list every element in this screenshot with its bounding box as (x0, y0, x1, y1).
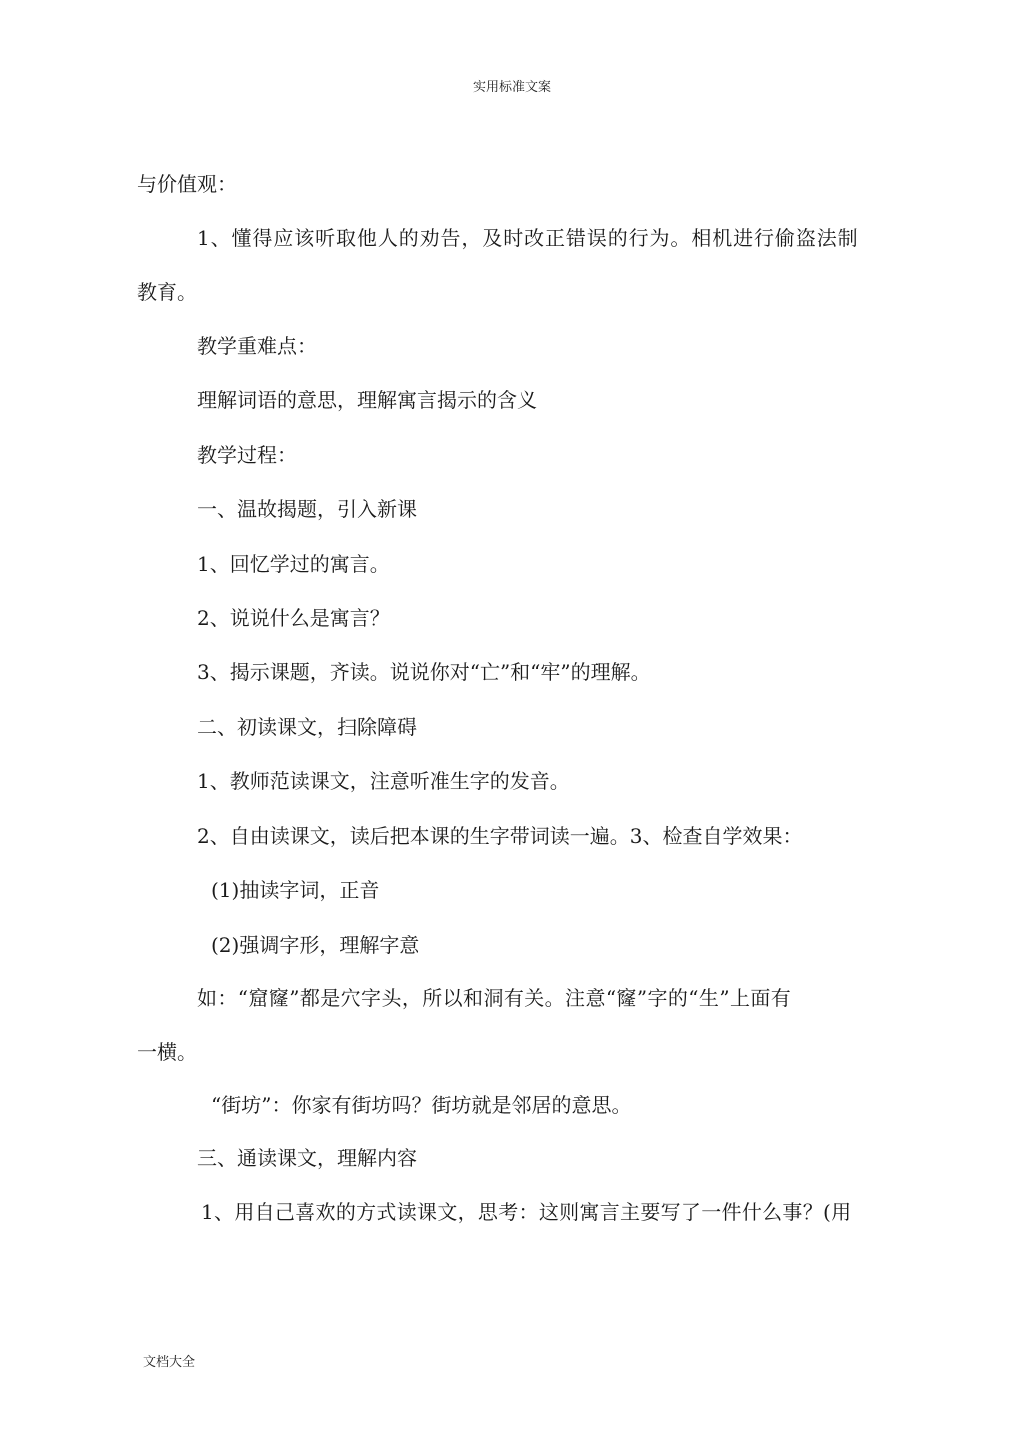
text-line: 一横。 (137, 1040, 197, 1064)
list-item: 1、用自己喜欢的方式读课文，思考：这则寓言主要写了一件什么事？(用 (201, 1200, 852, 1224)
list-item: 3、揭示课题，齐读。说说你对“亡”和“牢”的理解。 (197, 660, 651, 684)
list-item: (2)强调字形，理解字意 (211, 933, 420, 957)
page-footer: 文档大全 (143, 1355, 196, 1370)
list-item: (1)抽读字词，正音 (211, 878, 380, 902)
text-line: 理解词语的意思，理解寓言揭示的含义 (197, 388, 537, 412)
list-item: 1、教师范读课文，注意听准生字的发音。 (197, 769, 570, 793)
text-line: 与价值观： (137, 172, 237, 196)
section-heading: 教学过程： (197, 443, 297, 467)
text-line: “街坊”：你家有街坊吗？街坊就是邻居的意思。 (211, 1093, 632, 1117)
list-item: 2、自由读课文，读后把本课的生字带词读一遍。3、检查自学效果： (197, 824, 803, 848)
section-heading: 一、温故揭题，引入新课 (197, 497, 417, 521)
text-line: 1、懂得应该听取他人的劝告，及时改正错误的行为。相机进行偷盗法制 (197, 226, 859, 250)
section-heading: 三、通读课文，理解内容 (197, 1146, 417, 1170)
section-heading: 二、初读课文，扫除障碍 (197, 715, 417, 739)
list-item: 2、说说什么是寓言？ (197, 606, 390, 630)
page-header: 实用标准文案 (472, 80, 551, 95)
text-line: 教育。 (137, 280, 197, 304)
list-item: 1、回忆学过的寓言。 (197, 552, 390, 576)
section-heading: 教学重难点： (197, 334, 317, 358)
text-line: 如：“窟窿”都是穴字头，所以和洞有关。注意“窿”字的“生”上面有 (197, 986, 792, 1010)
